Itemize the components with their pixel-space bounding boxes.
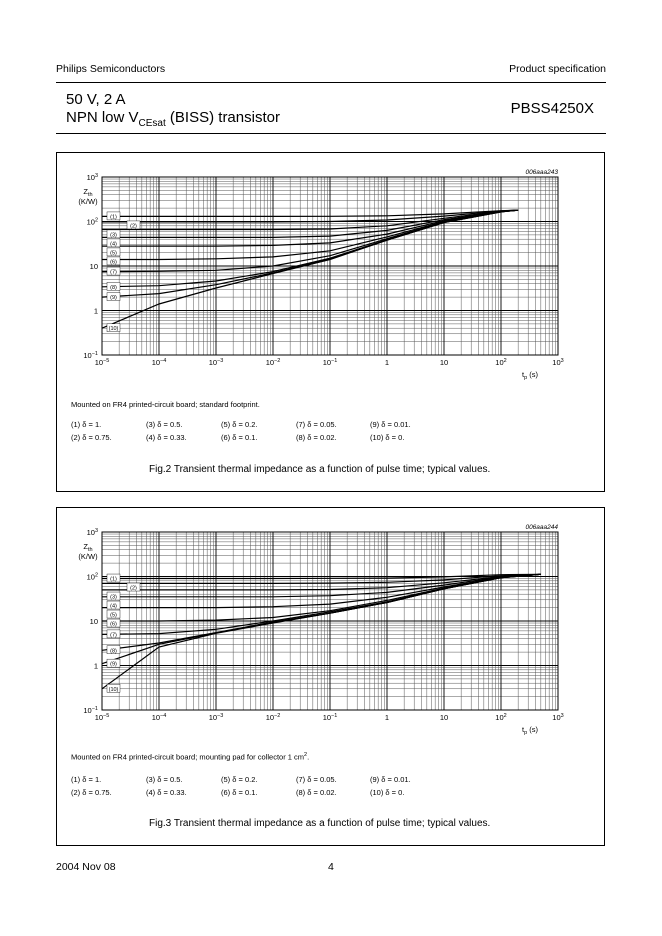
y-tick-label: 10 [89, 617, 98, 626]
x-tick-label: $10^2$ [495, 713, 507, 722]
legend-item: (7) δ = 0.05. [296, 775, 337, 784]
x-tick-label: $10^{-2}$ [265, 713, 281, 722]
x-tick-label: 1 [384, 713, 390, 722]
y-axis-label: $Z_{th}$ [83, 542, 93, 553]
y-tick-label: 10 [89, 262, 98, 271]
x-axis-label: $t_p$ (s) [522, 370, 538, 381]
title-line-2 [66, 109, 280, 129]
series-label: (5) [110, 612, 117, 619]
legend-item: (4) δ = 0.33. [146, 433, 187, 442]
series-label: (1) [110, 576, 117, 583]
y-tick-label: $10^3$ [86, 528, 98, 537]
series-label: (9) [110, 295, 117, 302]
legend-item: (6) δ = 0.1. [221, 788, 258, 797]
figure-3-chart [56, 507, 605, 737]
legend-item: (1) δ = 1. [71, 420, 102, 429]
company-name: Philips Semiconductors [56, 63, 166, 75]
condition-end: . [307, 752, 310, 762]
x-tick-label: $10^{-2}$ [265, 358, 281, 367]
y-tick-label: $10^2$ [86, 572, 98, 582]
y-axis-unit: (K/W) [78, 197, 98, 206]
legend-item: (6) δ = 0.1. [221, 433, 258, 442]
figure-code: 006aaa243 [525, 169, 558, 176]
x-axis-label: $t_p$ (s) [522, 725, 538, 736]
series-label: (4) [110, 603, 117, 610]
x-tick-label: $10^{-4}$ [151, 358, 167, 367]
figure-2-legend [71, 420, 551, 444]
series-label: (8) [110, 648, 117, 655]
legend-item: (3) δ = 0.5. [146, 775, 183, 784]
legend-item: (8) δ = 0.02. [296, 788, 337, 797]
footer-date: 2004 Nov 08 [56, 861, 116, 873]
series-label: (2) [130, 585, 137, 592]
legend-item: (8) δ = 0.02. [296, 433, 337, 442]
series-label: (4) [110, 241, 117, 248]
series-label: (5) [110, 250, 117, 257]
y-tick-label: $10^{-1}$ [83, 351, 98, 360]
legend-item: (9) δ = 0.01. [370, 775, 411, 784]
x-tick-label: 1 [384, 358, 390, 367]
series-label: (10) [108, 686, 119, 693]
x-tick-label: $10^{-5}$ [94, 358, 110, 367]
x-tick-label: $10^2$ [495, 358, 507, 367]
y-tick-label: 1 [93, 661, 98, 671]
condition-superscript: 2 [304, 752, 308, 758]
series-label: (9) [110, 661, 117, 668]
series-label: (6) [110, 621, 117, 628]
series-label: (3) [110, 594, 117, 601]
legend-item: (4) δ = 0.33. [146, 788, 187, 797]
figure-2-caption: Fig.2 Transient thermal impedance as a function of pulse time; typical values. [149, 464, 491, 475]
legend-item: (7) δ = 0.05. [296, 420, 337, 429]
figure-2-chart [56, 152, 605, 382]
y-axis-unit: (K/W) [78, 552, 98, 561]
x-tick-label: 10 [439, 358, 449, 367]
series-label: (3) [110, 232, 117, 239]
legend-item: (2) δ = 0.75. [71, 433, 112, 442]
x-tick-label: $10^{-1}$ [322, 358, 338, 367]
figure-code: 006aaa244 [525, 524, 558, 531]
document-type: Product specification [509, 63, 606, 75]
legend-item: (5) δ = 0.2. [221, 775, 258, 784]
figure-3-caption: Fig.3 Transient thermal impedance as a function of pulse time; typical values. [149, 818, 491, 829]
x-tick-label: 10 [439, 713, 449, 722]
legend-item: (10) δ = 0. [370, 788, 405, 797]
series-label: (7) [110, 269, 117, 276]
condition-text: Mounted on FR4 printed-circuit board; mounting pad for collector 1 cm [71, 752, 305, 762]
legend-item: (5) δ = 0.2. [221, 420, 258, 429]
y-tick-label: 1 [93, 306, 98, 316]
series-label: (1) [110, 214, 117, 221]
x-tick-label: $10^{-4}$ [151, 713, 167, 722]
figure-3-legend [71, 775, 551, 799]
page-number: 4 [328, 861, 334, 873]
series-label: (10) [108, 326, 119, 333]
title-subscript: CEsat [138, 118, 166, 129]
legend-item: (10) δ = 0. [370, 433, 405, 442]
y-tick-label: $10^2$ [86, 217, 98, 227]
series-label: (2) [130, 223, 137, 230]
legend-item: (3) δ = 0.5. [146, 420, 183, 429]
legend-item: (1) δ = 1. [71, 775, 102, 784]
series-label: (6) [110, 259, 117, 266]
part-number: PBSS4250X [510, 100, 594, 117]
x-tick-label: $10^{-5}$ [94, 713, 110, 722]
series-label: (8) [110, 284, 117, 291]
x-tick-label: $10^{-3}$ [208, 713, 224, 722]
series-label: (7) [110, 632, 117, 639]
legend-item: (2) δ = 0.75. [71, 788, 112, 797]
figure-3-condition [71, 752, 309, 762]
title-prefix: NPN low V [66, 109, 139, 126]
x-tick-label: $10^{-3}$ [208, 358, 224, 367]
y-tick-label: $10^{-1}$ [83, 706, 98, 715]
x-tick-label: $10^3$ [552, 713, 564, 722]
title-rule [56, 133, 606, 134]
legend-item: (9) δ = 0.01. [370, 420, 411, 429]
y-tick-label: $10^3$ [86, 173, 98, 182]
x-tick-label: $10^3$ [552, 358, 564, 367]
x-tick-label: $10^{-1}$ [322, 713, 338, 722]
series-curve [102, 210, 518, 297]
y-axis-label: $Z_{th}$ [83, 187, 93, 198]
title-line-1: 50 V, 2 A [66, 91, 126, 108]
title-suffix: (BISS) transistor [165, 109, 280, 126]
header-rule [56, 82, 606, 83]
figure-2-condition: Mounted on FR4 printed-circuit board; standard footprint. [71, 400, 260, 409]
